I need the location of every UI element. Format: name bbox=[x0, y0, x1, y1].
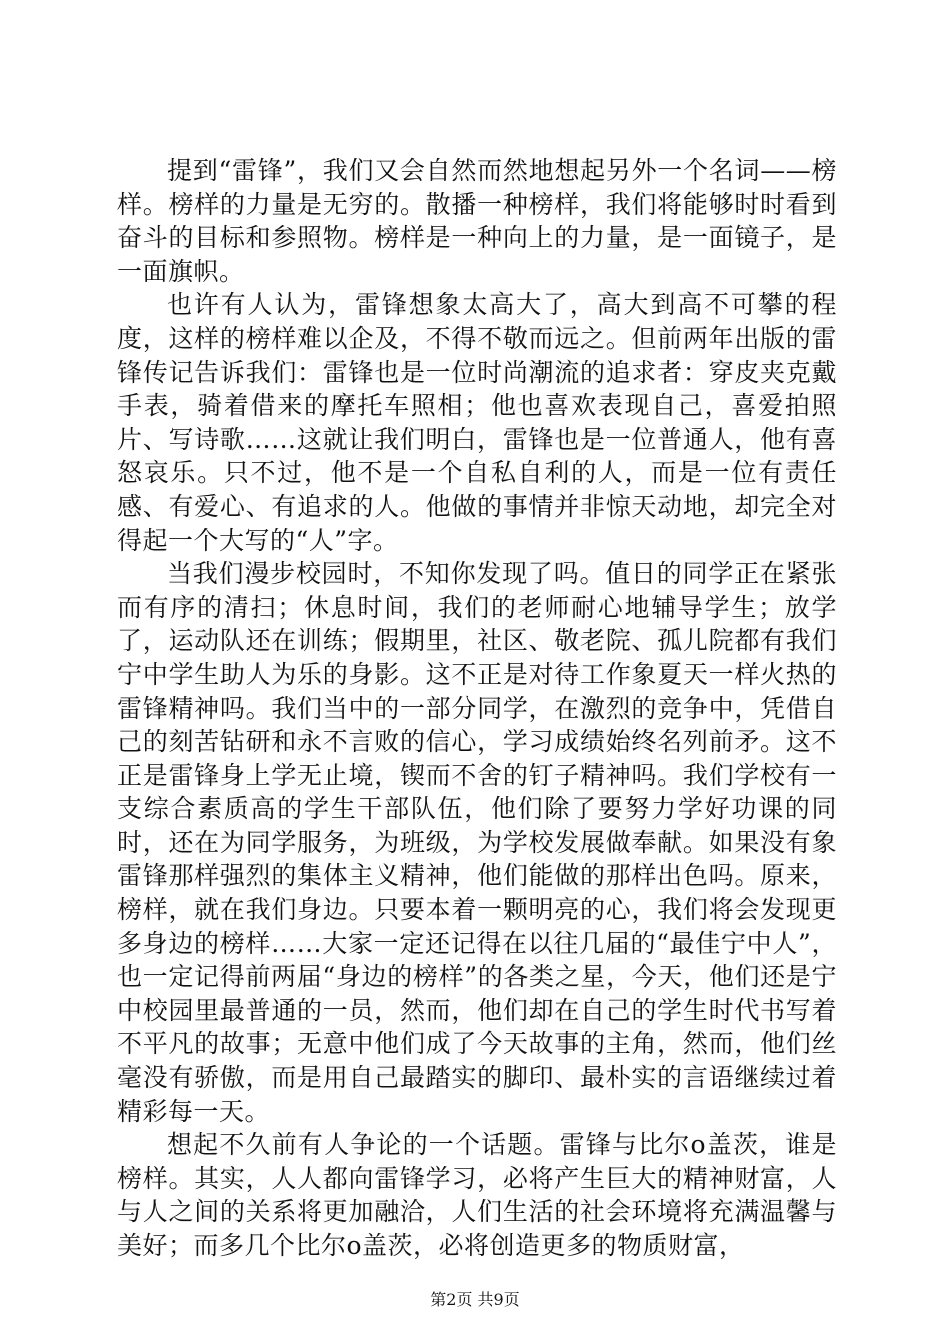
page-number-footer: 第2页 共9页 bbox=[430, 1290, 520, 1309]
paragraph: 想起不久前有人争论的一个话题。雷锋与比尔o盖茨，谁是榜样。其实，人人都向雷锋学习，必将产生巨大的精神财富，人与人之间的关系将更加融洽，人们生活的社会环境将充满温馨与美好；而多几个比尔o盖茨，必将创造更多的物质财富， bbox=[117, 1130, 837, 1260]
document-body bbox=[117, 154, 837, 1263]
paragraph: 当我们漫步校园时，不知你发现了吗。值日的同学正在紧张而有序的清扫；休息时间，我们的老师耐心地辅导学生；放学了，运动队还在训练；假期里，社区、敬老院、孤儿院都有我们宁中学生助人为乐的身影。这不正是对待工作象夏天一样火热的雷锋精神吗。我们当中的一部分同学，在激烈的竞争中，凭借自己的刻苦钻研和永不言败的信心，学习成绩始终名列前矛。这不正是雷锋身上学无止境，锲而不舍的钉子精神吗。我们学校有一支综合素质高的学生干部队伍，他们除了要努力学好功课的同时，还在为同学服务，为班级，为学校发展做奉献。如果没有象雷锋那样强烈的集体主义精神，他们能做的那样出色吗。原来，榜样，就在我们身边。只要本着一颗明亮的心，我们将会发现更多身边的榜样……大家一定还记得在以往几届的“最佳宁中人”，也一定记得前两届“身边的榜样”的各类之星，今天，他们还是宁中校园里最普通的一员，然而，他们却在自己的学生时代书写着不平凡的故事；无意中他们成了今天故事的主角，然而，他们丝毫没有骄傲，而是用自己最踏实的脚印、最朴实的言语继续过着精彩每一天。 bbox=[117, 559, 837, 1126]
paragraph: 也许有人认为，雷锋想象太高大了，高大到高不可攀的程度，这样的榜样难以企及，不得不敬而远之。但前两年出版的雷锋传记告诉我们：雷锋也是一位时尚潮流的追求者：穿皮夹克戴手表，骑着借来的摩托车照相；他也喜欢表现自己，喜爱拍照片、写诗歌……这就让我们明白，雷锋也是一位普通人，他有喜怒哀乐。只不过，他不是一个自私自利的人，而是一位有责任感、有爱心、有追求的人。他做的事情并非惊天动地，却完全对得起一个大写的“人”字。 bbox=[117, 290, 837, 555]
paragraph: 提到“雷锋”，我们又会自然而然地想起另外一个名词——榜样。榜样的力量是无穷的。散播一种榜样，我们将能够时时看到奋斗的目标和参照物。榜样是一种向上的力量，是一面镜子，是一面旗帜。 bbox=[117, 156, 837, 286]
